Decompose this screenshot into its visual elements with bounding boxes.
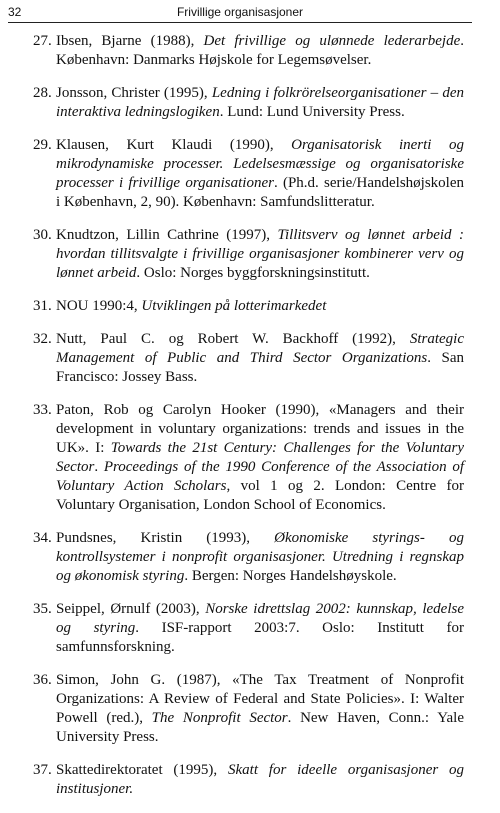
reference-title: Utviklingen på lotterimarkedet [141,298,327,314]
reference-title: Tillitsverv og lønnet arbeid : hvordan tillitsvalgte i frivillige organisasjoner kombinerer verv og lønnet arbeid [56,227,464,281]
reference-text-segment: . San Francisco: Jossey Bass. [56,350,464,385]
reference-title: The Nonprofit Sector [151,710,288,726]
reference-text [56,84,464,122]
running-header [8,2,472,23]
reference-text-segment: . Oslo: Norges byggforskningsinstitutt. [136,265,370,281]
reference-entry [0,136,464,212]
reference-text-segment: Seippel, Ørnulf (2003), [56,601,206,617]
reference-entry [0,761,464,799]
reference-text-segment: . Lund: Lund University Press. [219,104,405,120]
reference-text-segment: Klausen, Kurt Klaudi (1990), [56,137,292,153]
reference-text-segment: Ibsen, Bjarne (1988), [56,33,204,49]
reference-title: Norske idrettslag 2002: kunnskap, ledelse og styring [56,601,464,636]
reference-text [56,136,464,212]
reference-text-segment: Nutt, Paul C. og Robert W. Backhoff (1992), [56,331,410,347]
reference-text-segment: Simon, John G. (1987), «The Tax Treatment of Nonprofit Organizations: A Review of Federal and State Policies». I: Walter Powell (red.), [56,672,464,726]
reference-entry [0,330,464,387]
reference-number: 27. [33,33,52,49]
reference-entry [0,32,464,70]
reference-number: 29. [33,137,52,153]
reference-number: 34. [33,530,52,546]
reference-text-segment: . ISF-rapport 2003:7. Oslo: Institutt for samfunnsforskning. [56,620,465,655]
reference-text [56,32,464,70]
reference-text-segment: . Bergen: Norges Handelshøyskole. [184,568,397,584]
reference-title: Towards the 21st Century: Challenges for the Voluntary Sector [56,440,464,475]
page-number: 32 [8,5,22,19]
reference-text [56,297,464,316]
reference-title: Organisatorisk inerti og mikrodynamiske processer. Ledelsesmæssige og organisatoriske processer i frivillige organisationer [56,137,464,191]
reference-list [0,32,464,813]
reference-entry [0,84,464,122]
reference-text [56,600,464,657]
reference-text-segment: . New Haven, Conn.: Yale University Press. [56,710,465,745]
running-title: Frivillige organisasjoner [176,5,304,19]
reference-number: 30. [33,227,52,243]
reference-text-segment: Knudtzon, Lillin Cathrine (1997), [56,227,278,243]
reference-text-segment: . [94,459,104,475]
reference-title: Økonomiske styrings- og kontrollsystemer i nonprofit organisasjoner. Utredning i regnskap og økonomisk styring [56,530,464,584]
reference-entry [0,226,464,283]
reference-text-segment: NOU 1990:4, [56,298,142,314]
reference-number: 28. [33,85,52,101]
reference-number: 31. [33,298,52,314]
reference-text-segment: , vol 1 og 2. London: Centre for Voluntary Organisation, London School of Economics. [56,478,464,513]
reference-number: 35. [33,601,52,617]
reference-number: 36. [33,672,52,688]
reference-number: 32. [33,331,52,347]
reference-entry [0,671,464,747]
reference-entry [0,529,464,586]
reference-entry [0,297,464,316]
reference-title: Ledning i folkrörelseorganisationer – den interaktiva ledningslogiken [56,85,464,120]
reference-text-segment: . København: Danmarks Højskole for Legemsøvelser. [56,33,464,68]
reference-text [56,671,464,747]
reference-number: 37. [33,762,52,778]
reference-text-segment: . (Ph.d. serie/Handelshøjskolen i København, 2, 90). København: Samfundslitteratur. [56,175,464,210]
reference-text-segment: Jonsson, Christer (1995), [56,85,212,101]
reference-text [56,226,464,283]
reference-entry [0,600,464,657]
reference-text [56,529,464,586]
reference-text [56,761,464,799]
reference-number: 33. [33,402,52,418]
reference-title: Proceedings of the 1990 Conference of the Association of Voluntary Action Scholars [56,459,465,494]
reference-text [56,401,464,515]
reference-text [56,330,464,387]
reference-text-segment: Skattedirektoratet (1995), [56,762,228,778]
reference-text-segment: Paton, Rob og Carolyn Hooker (1990), «Managers and their development in voluntary organizations: trends and issues in the UK». I: [56,402,464,456]
reference-title: Strategic Management of Public and Third Sector Organizations [56,331,464,366]
reference-entry [0,401,464,515]
reference-text-segment: Pundsnes, Kristin (1993), [56,530,275,546]
reference-title: Det frivillige og ulønnede lederarbejde [203,33,461,49]
reference-title: Skatt for ideelle organisasjoner og institusjoner. [56,762,464,797]
